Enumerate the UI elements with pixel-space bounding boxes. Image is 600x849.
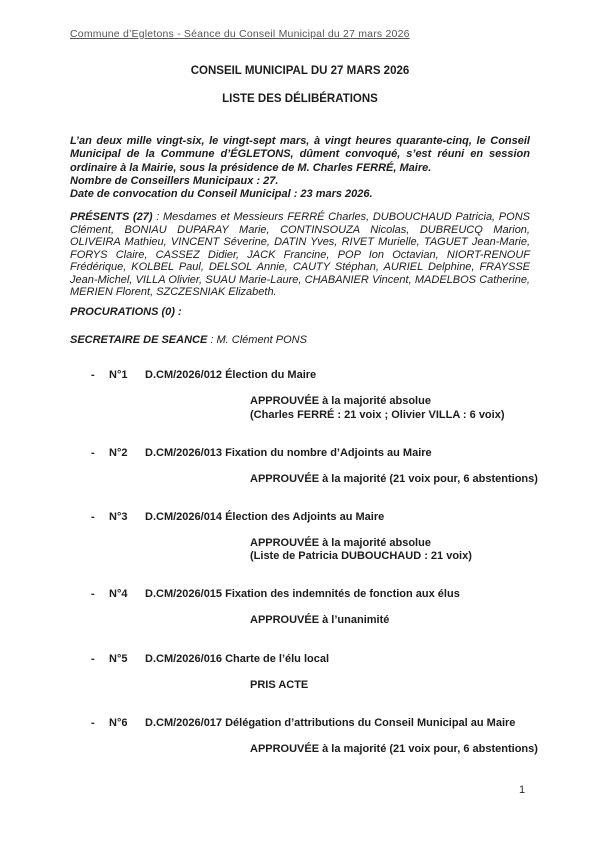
presents-label: PRÉSENTS (27) [70, 211, 153, 224]
presents-paragraph [70, 211, 530, 298]
list-dash: - [91, 369, 95, 382]
result-line: APPROUVÉE à la majorité (21 voix pour, 6 abstentions) [250, 472, 538, 485]
intro-session-text: L’an deux mille vingt-six, le vingt-sept mars, à vingt heures quarante-cinq, le Conseil Municipal de la Commune d’ÉGLETONS, dûment convoqué, s’est réuni en session ordinaire à la Mairie, sous la présidence de M. Charles FERRÉ, Maire. [70, 135, 530, 174]
deliberation-heading [70, 368, 530, 382]
deliberation-title: D.CM/2026/015 Fixation des indemnités de fonction aux élus [145, 588, 460, 601]
list-dash: - [91, 446, 95, 459]
intro-councillors-count: Nombre de Conseillers Municipaux : 27. [70, 174, 279, 187]
secretaire-line [70, 334, 530, 347]
document-title: CONSEIL MUNICIPAL DU 27 MARS 2026 [190, 65, 410, 77]
deliberations-list [70, 368, 538, 756]
deliberation-result [250, 537, 530, 563]
deliberation-result [250, 395, 530, 421]
deliberation-title: D.CM/2026/016 Charte de l’élu local [145, 652, 330, 665]
procurations-line: PROCURATIONS (0) : [70, 306, 182, 319]
result-line: APPROUVÉE à la majorité absolue [250, 536, 431, 549]
intro-convocation-date: Date de convocation du Conseil Municipal : 23 mars 2026. [70, 188, 373, 201]
deliberation-heading [70, 510, 530, 524]
deliberation-item-3 [70, 510, 530, 563]
result-line: APPROUVÉE à la majorité (21 voix pour, 6 abstentions) [250, 742, 538, 755]
deliberation-heading [70, 652, 530, 666]
secretaire-name: : M. Clément PONS [207, 334, 307, 347]
presents-names: : Mesdames et Messieurs FERRÉ Charles, DUBOUCHAUD Patricia, PONS Clément, BONIAU DUPARAY Marie, CONTINSOUZA Nicolas, DUBREUCQ Marion, OLIVEIRA Mathieu, VINCENT Séverine, DATIN Yves, RIVET Murielle, TAGUET Jean-Marie, FORYS Claire, CASSEZ Didier, JACK Francine, POP Ion Octavian, NIORT-RENOUF Frédérique, KOLBEL Paul, DELSOL Annie, CAUTY Stéphan, AURIEL Delphine, FRAYSSE Jean-Michel, VILLA Olivier, SUAU Marie-Laure, CHABANIER Vincent, MADELBOS Catherine, MERIEN Florent, SZCZESNIAK Elizabeth. [70, 211, 530, 298]
running-header: Commune d’Egletons - Séance du Conseil Municipal du 27 mars 2026 [70, 28, 410, 40]
deliberation-number: N°2 [109, 446, 128, 459]
deliberation-result [250, 472, 538, 486]
list-dash: - [91, 716, 95, 729]
deliberation-item-2 [70, 446, 538, 486]
deliberation-title: D.CM/2026/013 Fixation du nombre d’Adjoints au Maire [145, 446, 432, 459]
list-dash: - [91, 588, 95, 601]
deliberation-item-5 [70, 652, 530, 692]
document-subtitle: LISTE DES DÉLIBÉRATIONS [222, 93, 378, 105]
deliberation-heading [70, 716, 530, 730]
deliberation-result [250, 742, 538, 756]
result-line: (Charles FERRÉ : 21 voix ; Olivier VILLA : 6 voix) [250, 408, 505, 421]
deliberation-item-6 [70, 716, 538, 756]
list-dash: - [91, 510, 95, 523]
deliberation-number: N°1 [109, 369, 128, 382]
deliberation-item-1 [70, 368, 530, 421]
deliberation-heading [70, 446, 530, 460]
result-line: (Liste de Patricia DUBOUCHAUD : 21 voix) [250, 550, 472, 563]
page-number: 1 [519, 784, 526, 796]
deliberation-title: D.CM/2026/014 Élection des Adjoints au Maire [145, 510, 385, 523]
secretaire-label: SECRETAIRE DE SEANCE [70, 334, 208, 347]
list-dash: - [91, 652, 95, 665]
deliberation-result [250, 614, 530, 627]
deliberation-number: N°6 [109, 716, 128, 729]
deliberation-number: N°4 [109, 588, 128, 601]
deliberation-number: N°5 [109, 652, 128, 665]
result-line: APPROUVÉE à la majorité absolue [250, 395, 431, 408]
deliberation-result [250, 679, 530, 692]
deliberation-heading [70, 587, 530, 601]
deliberation-item-4 [70, 587, 530, 627]
deliberation-number: N°3 [109, 510, 128, 523]
result-line: APPROUVÉE à l’unanimité [250, 614, 390, 627]
deliberation-title: D.CM/2026/012 Élection du Maire [145, 369, 317, 382]
deliberation-title: D.CM/2026/017 Délégation d’attributions du Conseil Municipal au Maire [145, 716, 516, 729]
result-line: PRIS ACTE [250, 678, 309, 691]
intro-paragraph [70, 135, 530, 201]
